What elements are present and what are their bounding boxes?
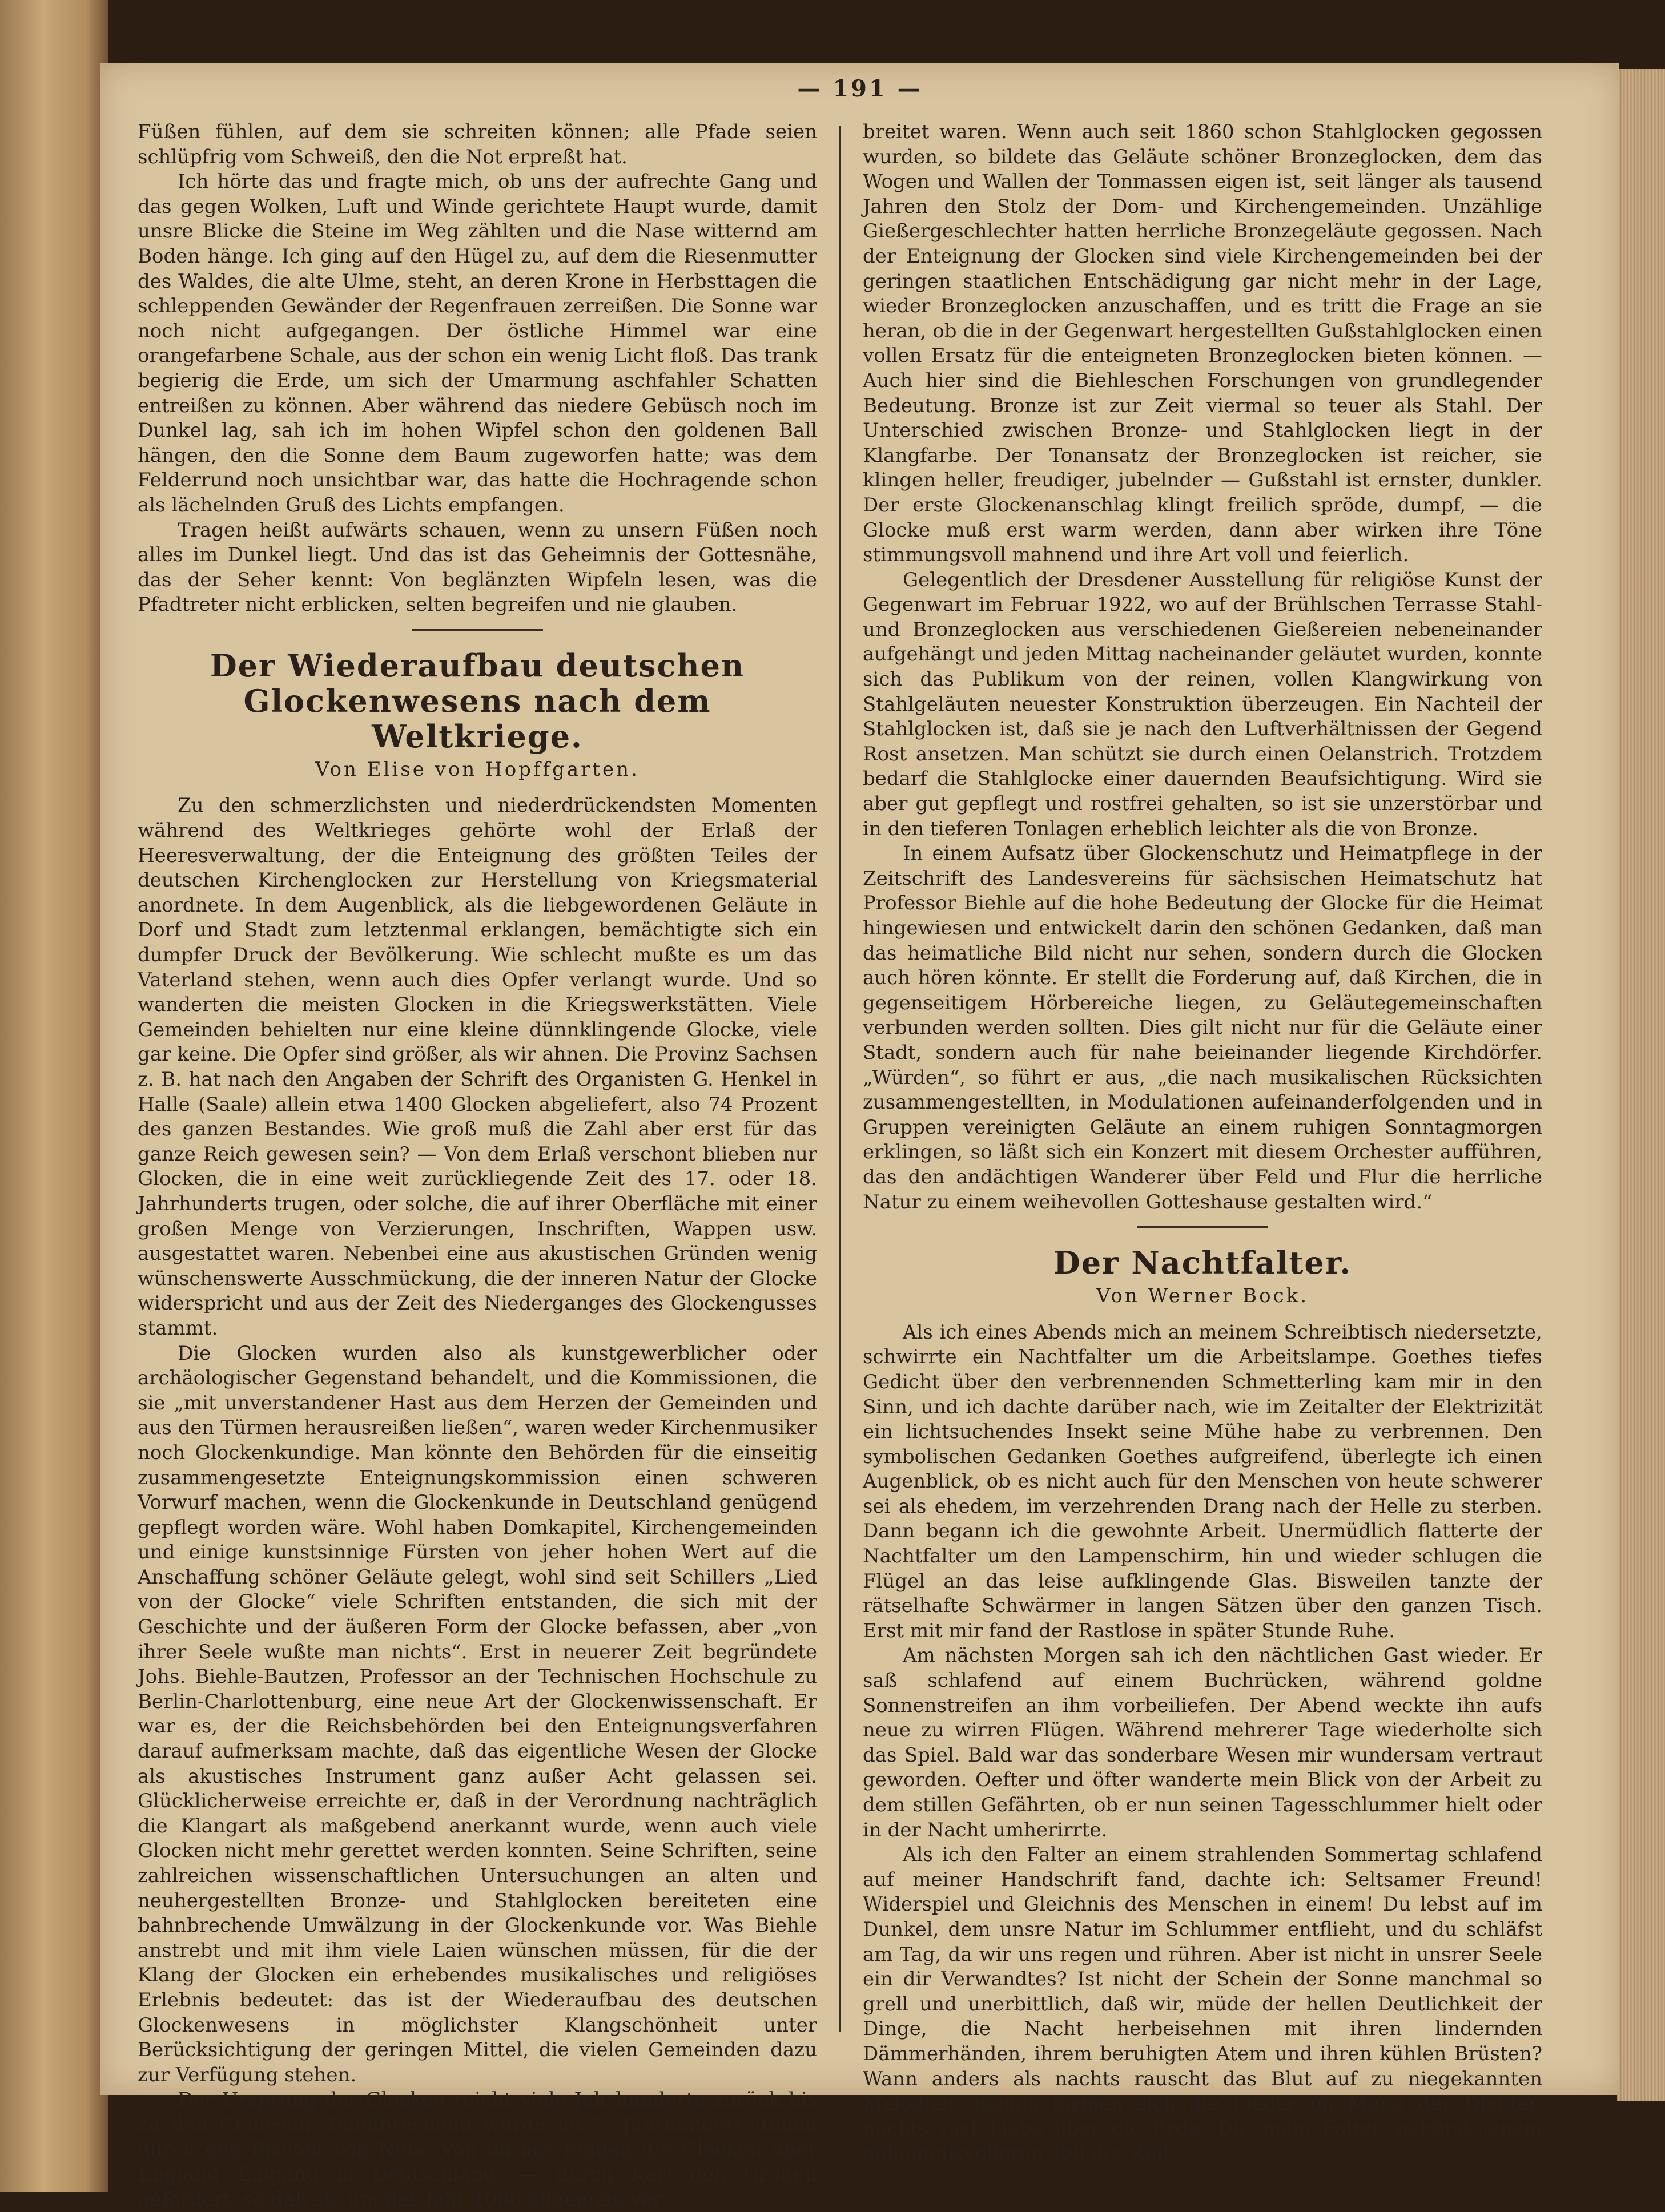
page-edges: [1617, 69, 1665, 2101]
article-paragraph: Als ich eines Abends mich an meinem Schreibtisch niedersetzte, schwirrte ein Nachtfalter um die Arbeitslampe. Goethes tiefes Gedicht über den verbrennenden Schmetterling kam mir in den Sinn, und ich dachte darüber nach, wie im Zeitalter der Elektrizität ein lichtsuchendes Insekt seine Mühe habe zu verbrennen. Den symbolischen Gedanken Goethes aufgreifend, überlegte ich einen Augenblick, ob es nicht auch für den Menschen von heute schwerer sei als ehedem, im verzehrenden Drang nach der Helle zu sterben. Dann begann ich die gewohnte Arbeit. Unermüdlich flatterte der Nachtfalter um den Lampenschirm, hin und wieder schlugen die Flügel an das leise aufklingende Glas. Bisweilen tanzte der rätselhafte Schwärmer in langen Sätzen über den ganzen Tisch. Erst mit mir fand der Rastlose in später Stunde Ruhe.: [863, 1320, 1542, 1642]
book-spine: [0, 0, 108, 2192]
byline-hopffgarten: Von Elise von Hopffgarten.: [315, 758, 640, 781]
section-separator: [412, 629, 543, 631]
article-paragraph: In einem Aufsatz über Glockenschutz und Heimatpflege in der Zeitschrift des Landesvereins für sächsischen Heimatschutz hat Professor Biehle auf die hohe Bedeutung der Glocke für die Heimat hingewiesen und entwickelt darin den schönen Gedanken, daß man das heimatliche Bild nicht nur sehen, sondern durch die Glocken auch hören könnte. Er stellt die Forderung auf, daß Kirchen, die in gegenseitigem Hörbereiche liegen, zu Geläutegemeinschaften verbunden werden sollten. Dies gilt nicht nur für die Geläute einer Stadt, sondern auch für nahe beieinander liegende Kirchdörfer. „Würden“, so führt er aus, „die nach musikalischen Rücksichten zusammengestellten, in Modulationen aufeinanderfolgenden und in Gruppen vereinigten Geläute an einem ruhigen Sonntagmorgen erklingen, so läßt sich ein Konzert mit diesem Orchester aufführen, das den andächtigen Wanderer über Feld und Flur die herrliche Natur zu einem weihevollen Gotteshause gestalten wird.“: [863, 842, 1542, 1214]
column-divider: [839, 126, 841, 2032]
intro-paragraph: Tragen heißt aufwärts schauen, wenn zu unsern Füßen noch alles im Dunkel liegt. Und das ist das Geheimnis der Gottesnähe, das der Seher kennt: Von beglänzten Wipfeln lesen, was die Pfadtreter nicht erblicken, selten begreifen und nie glauben.: [138, 518, 817, 617]
article-paragraph: Zu den schmerzlichsten und niederdrückendsten Momenten während des Weltkrieges gehörte wohl der Erlaß der Heeresverwaltung, der die Enteignung des größten Teiles der deutschen Kirchenglocken zur Herstellung von Kriegsmaterial anordnete. In dem Augenblick, als die liebgewordenen Geläute in Dorf und Stadt zum letztenmal erklangen, bemächtigte sich ein dumpfer Druck der Bevölkerung. Wie schlecht mußte es um das Vaterland stehen, wenn auch dies Opfer verlangt wurde. Und so wanderten die meisten Glocken in die Kriegswerkstätten. Viele Gemeinden behielten nur eine kleine dünnklingende Glocke, viele gar keine. Die Opfer sind größer, als wir ahnen. Die Provinz Sachsen z. B. hat nach den Angaben der Schrift des Organisten G. Henkel in Halle (Saale) allein etwa 1400 Glocken abgeliefert, also 74 Prozent des ganzen Bestandes. Wie groß muß die Zahl aber erst für das ganze Reich gewesen sein? — Von dem Erlaß verschont blieben nur Glocken, die in eine weit zurückliegende Zeit des 17. oder 18. Jahrhunderts trugen, oder solche, die auf ihrer Oberfläche mit einer großen Menge von Verzierungen, Inschriften, Wappen usw. ausgestattet waren. Nebenbei eine aus akustischen Gründen wenig wünschenswerte Ausschmückung, die der inneren Natur der Glocke widerspricht und aus der Zeit des Niederganges des Glockengusses stammt.: [138, 794, 817, 1340]
intro-paragraph: Füßen fühlen, auf dem sie schreiten können; alle Pfade seien schlüpfrig vom Schweiß, den die Not erpreßt hat.: [138, 120, 817, 168]
article-title-nachtfalter: Der Nachtfalter.: [1053, 1244, 1352, 1282]
article-paragraph: Als ich den Falter an einem strahlenden Sommertag schlafend auf meiner Handschrift fand, dachte ich: Seltsamer Freund! Widerspiel und Gleichnis des Menschen in einem! Du lebst auf im Dunkel, dem unsre Natur im Schlummer entflieht, und du schläfst am Tag, da wir uns regen und rühren. Aber ist nicht in unsrer Seele ein dir Verwandtes? Ist nicht der Schein der Sonne manchmal so grell und unerbittlich, daß wir, müde der hellen Deutlichkeit der Dinge, die Nacht herbeisehnen mit ihren lindernden Dämmerhänden, ihrem beruhigten Atem und ihren kühlen Brüsten? Wann anders als nachts rauscht das Blut auf zu niegekannten Melodien, nachts formen sich die Lieder im Mund der Dichter, nachts rast Liebe über die Erde. Du, mein Falter, gehörst jenem geheimnisvolleren Teil des Zeit-: [863, 1843, 1542, 2165]
article-paragraph: Am nächsten Morgen sah ich den nächtlichen Gast wieder. Er saß schlafend auf einem Buchrücken, während goldne Sonnenstreifen an ihm vorbeiliefen. Der Abend weckte ihn aufs neue zu wirren Flügen. Während mehrerer Tage wiederholte sich das Spiel. Bald war das sonderbare Wesen mir wundersam vertraut geworden. Oefter und öfter wanderte mein Blick von der Arbeit zu dem stillen Gefährten, ob er nun seinen Tagesschlummer hielt oder in der Nacht umherirrte.: [863, 1644, 1542, 1842]
article-paragraph: Die Glocken wurden also als kunstgewerblicher oder archäologischer Gegenstand behandelt, und die Kommissionen, die sie „mit unverstandener Hast aus dem Herzen der Gemeinden und aus den Türmen herausreißen ließen“, waren weder Kirchenmusiker noch Glockenkundige. Man könnte den Behörden für die einseitig zusammengesetzte Enteignungskommission einen schweren Vorwurf machen, wenn die Glockenkunde in Deutschland genügend gepflegt worden wäre. Wohl haben Domkapitel, Kirchengemeinden und einige kunstsinnige Fürsten von jeher hohen Wert auf die Anschaffung schöner Geläute gelegt, wohl sind seit Schillers „Lied von der Glocke“ viele Schriften entstanden, die sich mit der Geschichte und der äußeren Form der Glocke befassen, aber „von ihrer Seele wußte man nichts“. Erst in neuerer Zeit begründete Johs. Biehle-Bautzen, Professor an der Technischen Hochschule zu Berlin-Charlottenburg, eine neue Art der Glockenwissenschaft. Er war es, der die Reichsbehörden bei den Enteignungsverfahren darauf aufmerksam machte, daß das eigentliche Wesen der Glocke als akustisches Instrument ganz außer Acht gelassen sei. Glücklicherweise erreichte er, daß in der Verordnung nachträglich die Klangart als maßgebend anerkannt wurde, wenn auch viele Glocken nicht mehr gerettet werden konnten. Seine Schriften, seine zahlreichen wissenschaftlichen Untersuchungen an alten und neuhergestellten Bronze- und Stahlglocken bereiteten eine bahnbrechende Umwälzung in der Glockenkunde vor. Was Biehle anstrebt und mit ihm viele Laien wünschen müssen, für die der Klang der Glocken ein erhebendes musikalisches und religiöses Erlebnis bedeutet: das ist der Wiederaufbau des deutschen Glockenwesens in möglichster Klangschönheit unter Berücksichtigung der geringen Mittel, die vielen Gemeinden dazu zur Verfügung stehen.: [138, 1341, 817, 2086]
byline-bock: Von Werner Bock.: [1096, 1284, 1309, 1308]
article-paragraph: Der Ursprung der Glocken reicht viele Jahrhunderte zurück bis zu den Chinesen. Bahnbrechend wurde im 7. Jahrhundert Italien durch den Bischof von Nola. Von da aus fanden die Glocken über England Eingang in Deutschland, — durch Karl den Großen gefördert, so daß sie um das Jahr 1000 allgemein ver-: [138, 2088, 817, 2211]
article-paragraph: Gelegentlich der Dresdener Ausstellung für religiöse Kunst der Gegenwart im Februar 1922, wo auf der Brühlschen Terrasse Stahl- und Bronzeglocken aus verschiedenen Gießereien nebeneinander aufgehängt und jeden Mittag nacheinander geläutet wurden, konnte sich das Publikum von der reinen, vollen Klangwirkung von Stahlgeläuten neuester Konstruktion überzeugen. Ein Nachteil der Stahlglocken ist, daß sie je nach den Luftverhältnissen der Gegend Rost ansetzen. Man schützt sie durch einen Oelanstrich. Trotzdem bedarf die Stahlglocke einer dauernden Beaufsichtigung. Wird sie aber gut gepflegt und rostfrei gehalten, so ist sie unzerstörbar und in den tieferen Tonlagen erheblich leichter als die von Bronze.: [863, 568, 1542, 840]
section-separator: [1137, 1226, 1268, 1228]
page-number: — 191 —: [797, 75, 923, 102]
right-column: [863, 120, 1542, 2166]
left-column: [138, 120, 817, 2212]
book-page: [100, 63, 1619, 2211]
intro-paragraph: Ich hörte das und fragte mich, ob uns der aufrechte Gang und das gegen Wolken, Luft und Winde gerichtete Haupt wurde, damit unsre Blicke die Steine im Weg zählten und die Nase witternd am Boden hänge. Ich ging auf den Hügel zu, auf dem die Riesenmutter des Waldes, die alte Ulme, steht, an deren Krone in Herbsttagen die schleppenden Gewänder der Regenfrauen zerreißen. Die Sonne war noch nicht aufgegangen. Der östliche Himmel war eine orangefarbene Schale, aus der schon ein wenig Licht floß. Das trank begierig die Erde, um sich der Umarmung aschfahler Schatten entreißen zu können. Aber während das niedere Gebüsch noch im Dunkel lag, sah ich im hohen Wipfel schon den goldenen Ball hängen, den die Sonne dem Baum zugeworfen hatte; was dem Felderrund noch unsichtbar war, das hatte die Hochragende schon als lächelnden Gruß des Lichts empfangen.: [138, 170, 817, 517]
article-paragraph: breitet waren. Wenn auch seit 1860 schon Stahlglocken gegossen wurden, so bildete das Geläute schöner Bronzeglocken, dem das Wogen und Wallen der Tonmassen eigen ist, seit länger als tausend Jahren den Stolz der Dom- und Kirchengemeinden. Unzählige Gießergeschlechter hatten herrliche Bronzegeläute gegossen. Nach der Enteignung der Glocken sind viele Kirchengemeinden bei der geringen staatlichen Entschädigung gar nicht mehr in der Lage, wieder Bronzeglocken anzuschaffen, und es tritt die Frage an sie heran, ob die in der Gegenwart hergestellten Gußstahlglocken einen vollen Ersatz für die enteigneten Bronzeglocken bieten können. — Auch hier sind die Biehleschen Forschungen von grundlegender Bedeutung. Bronze ist zur Zeit viermal so teuer als Stahl. Der Unterschied zwischen Bronze- und Stahlglocken liegt in der Klangfarbe. Der Tonansatz der Bronzeglocken ist reicher, sie klingen heller, freudiger, jubelnder — Gußstahl ist ernster, dunkler. Der erste Glockenanschlag klingt freilich spröde, dumpf, — die Glocke muß erst warm werden, dann aber wirken ihre Töne stimmungsvoll mahnend und ihre Art voll und feierlich.: [863, 120, 1542, 567]
article-title-glocken: Der Wiederaufbau deutschen Glockenwesens nach dem Weltkriege.: [210, 647, 745, 755]
